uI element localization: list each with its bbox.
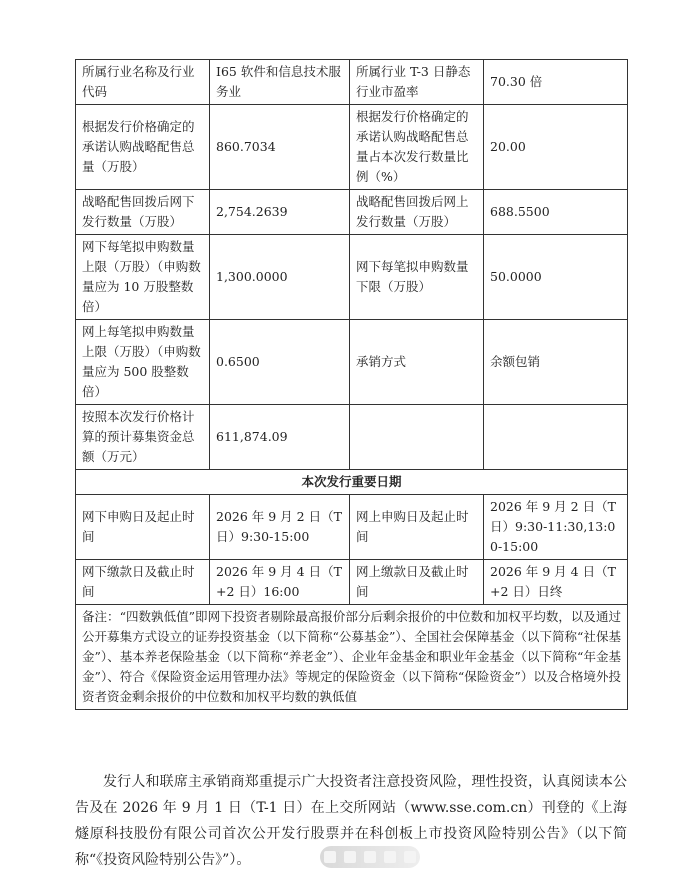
offline-payment-date-value: 2026 年 9 月 4 日（T+2 日）16:00: [210, 560, 350, 605]
watermark-block: [344, 851, 356, 863]
strategic-ratio-label: 根据发行价格确定的承诺认购战略配售总量占本次发行数量比例（%）: [350, 105, 484, 190]
watermark-block: [384, 851, 396, 863]
watermark-block: [364, 851, 376, 863]
online-subscription-date-label: 网上申购日及起止时间: [350, 495, 484, 560]
industry-pe-value: 70.30 倍: [484, 60, 628, 105]
industry-name-label: 所属行业名称及行业代码: [76, 60, 210, 105]
risk-notice-paragraph: 发行人和联席主承销商郑重提示广大投资者注意投资风险，理性投资，认真阅读本公告及在 2026 年 9 月 1 日（T-1 日）在上交所网站（www.sse.com.cn）刊登的《上海燧原科技股份有限公司首次公开发行股票并在科创板上市投资风险特别公告》（以下简称“《投资风险特别公告》”）。: [75, 774, 627, 868]
table-row: [76, 60, 628, 105]
strategic-ratio-value: 20.00: [484, 105, 628, 190]
raised-funds-label: 按照本次发行价格计算的预计募集资金总额（万元）: [76, 405, 210, 470]
offline-subscription-date-label: 网下申购日及起止时间: [76, 495, 210, 560]
offline-min-label: 网下每笔拟申购数量下限（万股）: [350, 235, 484, 320]
offering-info-table: [75, 59, 628, 710]
online-subscription-date-value: 2026 年 9 月 2 日（T 日）9:30-11:30,13:00-15:00: [484, 495, 628, 560]
table-row: [76, 235, 628, 320]
online-issue-value: 688.5500: [484, 190, 628, 235]
table-row: [76, 605, 628, 710]
table-row: [76, 470, 628, 495]
offline-subscription-date-value: 2026 年 9 月 2 日（T 日）9:30-15:00: [210, 495, 350, 560]
offline-issue-label: 战略配售回拨后网下发行数量（万股）: [76, 190, 210, 235]
offline-payment-date-label: 网下缴款日及截止时间: [76, 560, 210, 605]
table-row: [76, 320, 628, 405]
industry-pe-label: 所属行业 T-3 日静态行业市盈率: [350, 60, 484, 105]
underwriting-method-value: 余额包销: [484, 320, 628, 405]
raised-funds-value: 611,874.09: [210, 405, 350, 470]
online-payment-date-value: 2026 年 9 月 4 日（T+2 日）日终: [484, 560, 628, 605]
table-row: [76, 190, 628, 235]
underwriting-method-label: 承销方式: [350, 320, 484, 405]
watermark-block: [324, 851, 336, 863]
offline-max-value: 1,300.0000: [210, 235, 350, 320]
online-payment-date-label: 网上缴款日及截止时间: [350, 560, 484, 605]
online-max-label: 网上每笔拟申购数量上限（万股）（申购数量应为 500 股整数倍）: [76, 320, 210, 405]
section-title: 本次发行重要日期: [76, 470, 628, 495]
table-row: [76, 560, 628, 605]
offline-max-label: 网下每笔拟申购数量上限（万股）（申购数量应为 10 万股整数倍）: [76, 235, 210, 320]
industry-name-value: I65 软件和信息技术服务业: [210, 60, 350, 105]
online-max-value: 0.6500: [210, 320, 350, 405]
offline-min-value: 50.0000: [484, 235, 628, 320]
online-issue-label: 战略配售回拨后网上发行数量（万股）: [350, 190, 484, 235]
strategic-placement-value: 860.7034: [210, 105, 350, 190]
table-row: [76, 105, 628, 190]
watermark-overlay: [320, 846, 420, 868]
strategic-placement-label: 根据发行价格确定的承诺认购战略配售总量（万股）: [76, 105, 210, 190]
offline-issue-value: 2,754.2639: [210, 190, 350, 235]
watermark-block: [404, 851, 416, 863]
table-row: [76, 405, 628, 470]
table-row: [76, 495, 628, 560]
empty-cell: [484, 405, 628, 470]
remarks-note: 备注：“四数孰低值”即网下投资者剔除最高报价部分后剩余报价的中位数和加权平均数，以及通过公开募集方式设立的证券投资基金（以下简称“公募基金”）、全国社会保障基金（以下简称“社保基金”）、基本养老保险基金（以下简称“养老金”）、企业年金基金和职业年金基金（以下简称“年金基金”）、符合《保险资金运用管理办法》等规定的保险资金（以下简称“保险资金”）以及合格境外投资者资金剩余报价的中位数和加权平均数的孰低值: [76, 605, 628, 710]
empty-cell: [350, 405, 484, 470]
